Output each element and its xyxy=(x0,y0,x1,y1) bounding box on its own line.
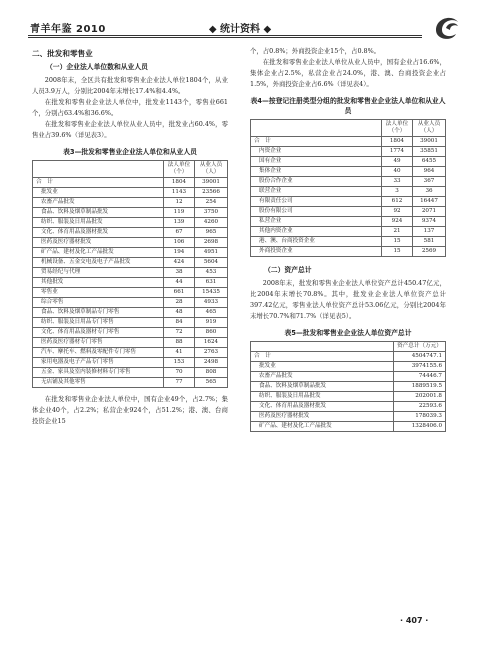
employees-cell: 2071 xyxy=(413,207,446,217)
yearbook-logo-icon xyxy=(430,10,464,44)
table-row xyxy=(33,288,228,298)
employees-cell: 16447 xyxy=(413,197,446,207)
units-cell: 72 xyxy=(164,328,195,338)
row-label: 合 计 xyxy=(251,137,382,147)
row-label: 股份合作企业 xyxy=(251,177,382,187)
table-row xyxy=(251,137,446,147)
units-cell: 67 xyxy=(164,228,195,238)
row-label: 农畜产品批发 xyxy=(33,198,164,208)
employees-cell: 3750 xyxy=(195,208,228,218)
row-label: 合 计 xyxy=(251,352,394,362)
employees-cell: 9374 xyxy=(413,217,446,227)
row-label: 零售业 xyxy=(33,288,164,298)
row-label: 汽车、摩托车、燃料及零配件专门零售 xyxy=(33,348,164,358)
employees-cell: 860 xyxy=(195,328,228,338)
employees-cell: 4260 xyxy=(195,218,228,228)
page-header xyxy=(0,0,480,40)
table-row xyxy=(251,227,446,237)
employees-cell: 5604 xyxy=(195,258,228,268)
table-row xyxy=(33,348,228,358)
table-caption: 表4—按登记注册类型分组的批发和零售业企业法人单位和从业人员 xyxy=(250,97,446,115)
table-row xyxy=(33,208,228,218)
table-corner xyxy=(251,342,394,352)
table-row xyxy=(251,412,446,422)
row-label: 无店铺及其他零售 xyxy=(33,378,164,388)
left-column xyxy=(32,46,228,427)
row-label: 联营企业 xyxy=(251,187,382,197)
column-header: 从业人员（人） xyxy=(413,120,446,137)
row-label: 食品、饮料及烟草制品批发 xyxy=(251,382,394,392)
units-cell: 924 xyxy=(382,217,413,227)
row-label: 私营企业 xyxy=(251,217,382,227)
units-cell: 41 xyxy=(164,348,195,358)
paragraph: 2008年末，全区共有批发和零售业企业法人单位1804个，从业人员3.9万人，分别比2004年末增长17.4%和4.4%。 xyxy=(32,76,228,95)
page-number: · 407 · xyxy=(400,616,429,625)
employees-cell: 631 xyxy=(195,278,228,288)
table-row xyxy=(251,237,446,247)
row-label: 矿产品、建材及化工产品批发 xyxy=(33,248,164,258)
column-header: 资产总计（万元） xyxy=(394,342,446,352)
employees-cell: 15435 xyxy=(195,288,228,298)
employees-cell: 6455 xyxy=(413,157,446,167)
units-cell: 3 xyxy=(382,187,413,197)
employees-cell: 23566 xyxy=(195,188,228,198)
row-label: 批发业 xyxy=(33,188,164,198)
row-label: 有限责任公司 xyxy=(251,197,382,207)
table-row xyxy=(33,318,228,328)
subsection-heading: （一）企业法人单位数和从业人员 xyxy=(46,63,148,71)
header-rule xyxy=(28,35,422,38)
units-cell: 1804 xyxy=(382,137,413,147)
units-cell: 424 xyxy=(164,258,195,268)
employees-cell: 35851 xyxy=(413,147,446,157)
table-4 xyxy=(250,119,446,257)
column-header: 法人单位（个） xyxy=(382,120,413,137)
table-row xyxy=(251,217,446,227)
units-cell: 40 xyxy=(382,167,413,177)
row-label: 合 计 xyxy=(33,178,164,188)
section-title: ◆ 统计资料 ◆ xyxy=(208,24,272,35)
units-cell: 48 xyxy=(164,308,195,318)
row-label: 文化、体育用品及器材专门零售 xyxy=(33,328,164,338)
table-row xyxy=(33,308,228,318)
assets-cell: 1889519.5 xyxy=(394,382,446,392)
row-label: 股份有限公司 xyxy=(251,207,382,217)
table-row xyxy=(251,247,446,257)
table-corner xyxy=(33,161,164,178)
table-row xyxy=(251,187,446,197)
row-label: 五金、家具及室内装修材料专门零售 xyxy=(33,368,164,378)
units-cell: 139 xyxy=(164,218,195,228)
employees-cell: 2498 xyxy=(195,358,228,368)
table-row xyxy=(33,248,228,258)
employees-cell: 1624 xyxy=(195,338,228,348)
units-cell: 15 xyxy=(382,247,413,257)
row-label: 纺织、服装及日用品批发 xyxy=(33,218,164,228)
table-row xyxy=(251,362,446,372)
employees-cell: 808 xyxy=(195,368,228,378)
employees-cell: 4951 xyxy=(195,248,228,258)
employees-cell: 565 xyxy=(195,378,228,388)
table-row xyxy=(251,352,446,362)
row-label: 食品、饮料及烟草制品专门零售 xyxy=(33,308,164,318)
row-label: 其他内资企业 xyxy=(251,227,382,237)
units-cell: 12 xyxy=(164,198,195,208)
table-row xyxy=(251,197,446,207)
assets-cell: 22593.6 xyxy=(394,402,446,412)
units-cell: 661 xyxy=(164,288,195,298)
paragraph: 在批发和零售业企业法人单位从业人员中，批发业占60.4%，零售业占39.6%（详见表3）。 xyxy=(32,120,228,139)
table-row xyxy=(251,207,446,217)
units-cell: 1804 xyxy=(164,178,195,188)
table-row xyxy=(33,198,228,208)
table-row xyxy=(33,228,228,238)
row-label: 港、澳、台商投资企业 xyxy=(251,237,382,247)
units-cell: 21 xyxy=(382,227,413,237)
employees-cell: 137 xyxy=(413,227,446,237)
paragraph: 在批发和零售业企业法人单位中，批发业1143个，零售业661个，分别占63.4%和36.6%。 xyxy=(32,98,228,117)
table-row xyxy=(251,382,446,392)
row-label: 食品、饮料及烟草制品批发 xyxy=(33,208,164,218)
employees-cell: 36 xyxy=(413,187,446,197)
employees-cell: 453 xyxy=(195,268,228,278)
units-cell: 33 xyxy=(382,177,413,187)
units-cell: 119 xyxy=(164,208,195,218)
paragraph: 个，占0.8%；外商投资企业15个，占0.8%。 xyxy=(250,47,381,55)
row-label: 机械设备、五金交电及电子产品批发 xyxy=(33,258,164,268)
employees-cell: 581 xyxy=(413,237,446,247)
employees-cell: 964 xyxy=(413,167,446,177)
units-cell: 194 xyxy=(164,248,195,258)
table-5 xyxy=(250,341,446,432)
assets-cell: 74446.7 xyxy=(394,372,446,382)
section-heading: 二、批发和零售业 xyxy=(32,49,93,58)
table-row xyxy=(33,258,228,268)
table-row xyxy=(33,268,228,278)
row-label: 文化、体育用品及器材批发 xyxy=(251,402,394,412)
row-label: 医药及医疗器材专门零售 xyxy=(33,338,164,348)
subsection-heading: （二）资产总计 xyxy=(264,266,312,274)
units-cell: 612 xyxy=(382,197,413,207)
table-row xyxy=(251,177,446,187)
table-row xyxy=(33,378,228,388)
row-label: 外商投资企业 xyxy=(251,247,382,257)
employees-cell: 965 xyxy=(195,228,228,238)
employees-cell: 465 xyxy=(195,308,228,318)
table-row xyxy=(33,278,228,288)
employees-cell: 4933 xyxy=(195,298,228,308)
row-label: 综合零售 xyxy=(33,298,164,308)
table-row xyxy=(251,402,446,412)
right-column xyxy=(250,46,446,432)
publication-title: 青羊年鉴 2010 xyxy=(30,24,106,35)
units-cell: 92 xyxy=(382,207,413,217)
assets-cell: 202001.8 xyxy=(394,392,446,402)
units-cell: 153 xyxy=(164,358,195,368)
employees-cell: 2698 xyxy=(195,238,228,248)
table-row xyxy=(33,338,228,348)
table-caption: 表5—批发和零售业企业法人单位资产总计 xyxy=(284,329,412,337)
table-row xyxy=(251,167,446,177)
table-3 xyxy=(32,160,228,388)
assets-cell: 3974155.6 xyxy=(394,362,446,372)
row-label: 农畜产品批发 xyxy=(251,372,394,382)
units-cell: 88 xyxy=(164,338,195,348)
employees-cell: 254 xyxy=(195,198,228,208)
units-cell: 106 xyxy=(164,238,195,248)
units-cell: 84 xyxy=(164,318,195,328)
table-row xyxy=(33,328,228,338)
table-row xyxy=(251,147,446,157)
units-cell: 15 xyxy=(382,237,413,247)
table-row xyxy=(33,188,228,198)
table-row xyxy=(251,157,446,167)
row-label: 医药及医疗器材批发 xyxy=(33,238,164,248)
column-header: 从业人员（人） xyxy=(195,161,228,178)
table-row xyxy=(33,358,228,368)
assets-cell: 178039.3 xyxy=(394,412,446,422)
employees-cell: 367 xyxy=(413,177,446,187)
paragraph: 2008年末，批发和零售业企业法人单位资产总计450.47亿元，比2004年末增长70.8%。其中，批发业企业法人单位资产总计397.42亿元，零售业法人单位资产总计53.06亿元，分别比2004年末增长70.7%和71.7%（详见表5）。 xyxy=(250,279,446,320)
table-row xyxy=(33,218,228,228)
units-cell: 77 xyxy=(164,378,195,388)
column-header: 法人单位（个） xyxy=(164,161,195,178)
assets-cell: 1328406.0 xyxy=(394,422,446,432)
employees-cell: 2569 xyxy=(413,247,446,257)
employees-cell: 2763 xyxy=(195,348,228,358)
units-cell: 70 xyxy=(164,368,195,378)
table-row xyxy=(251,392,446,402)
row-label: 纺织、服装及日用品专门零售 xyxy=(33,318,164,328)
assets-cell: 4504747.1 xyxy=(394,352,446,362)
table-row xyxy=(33,368,228,378)
units-cell: 44 xyxy=(164,278,195,288)
employees-cell: 39001 xyxy=(413,137,446,147)
paragraph: 在批发和零售业企业法人单位从业人员中，国有企业占16.6%，集体企业占2.5%，私营企业占24.0%，港、澳、台商投资企业占1.5%，外商投资企业占6.6%（详见表4）。 xyxy=(250,58,446,88)
units-cell: 1774 xyxy=(382,147,413,157)
employees-cell: 39001 xyxy=(195,178,228,188)
units-cell: 49 xyxy=(382,157,413,167)
row-label: 医药及医疗器材批发 xyxy=(251,412,394,422)
units-cell: 38 xyxy=(164,268,195,278)
paragraph: 在批发和零售业企业法人单位中，国有企业49个，占2.7%；集体企业40个，占2.2%；私营企业924个，占51.2%；港、澳、台商投资企业15 xyxy=(32,395,228,425)
row-label: 矿产品、建材及化工产品批发 xyxy=(251,422,394,432)
units-cell: 28 xyxy=(164,298,195,308)
row-label: 内资企业 xyxy=(251,147,382,157)
row-label: 国有企业 xyxy=(251,157,382,167)
table-row xyxy=(251,422,446,432)
row-label: 集体企业 xyxy=(251,167,382,177)
row-label: 贸易经纪与代理 xyxy=(33,268,164,278)
row-label: 家用电器及电子产品专门零售 xyxy=(33,358,164,368)
table-corner xyxy=(251,120,382,137)
employees-cell: 919 xyxy=(195,318,228,328)
table-row xyxy=(33,178,228,188)
table-row xyxy=(251,372,446,382)
table-row xyxy=(33,298,228,308)
row-label: 文化、体育用品及器材批发 xyxy=(33,228,164,238)
row-label: 批发业 xyxy=(251,362,394,372)
row-label: 其他批发 xyxy=(33,278,164,288)
row-label: 纺织、服装及日用品批发 xyxy=(251,392,394,402)
table-row xyxy=(33,238,228,248)
units-cell: 1143 xyxy=(164,188,195,198)
table-caption: 表3—批发和零售业企业法人单位和从业人员 xyxy=(63,148,197,156)
